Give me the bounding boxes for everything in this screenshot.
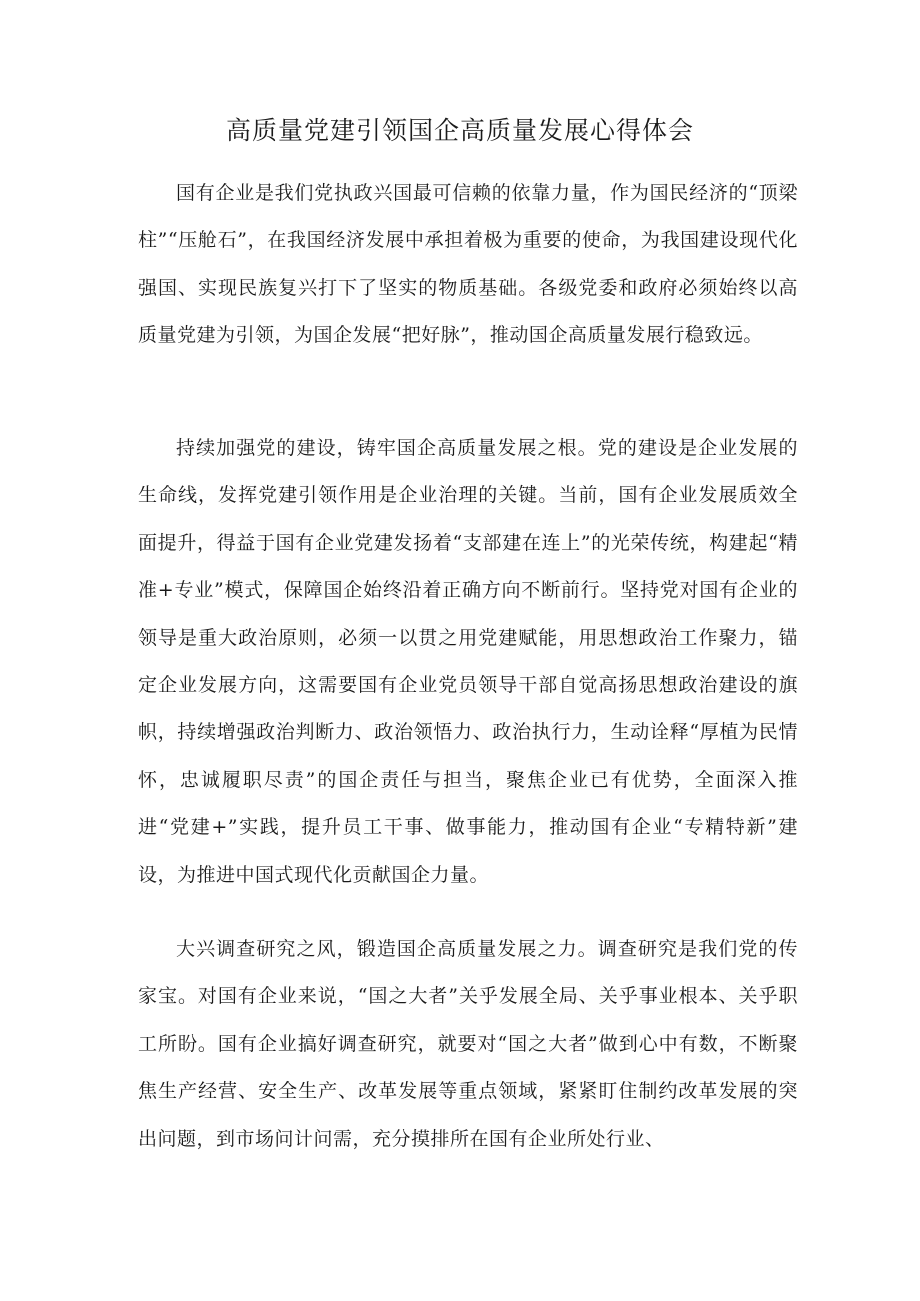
paragraph-intro: 国有企业是我们党执政兴国最可信赖的依靠力量，作为国民经济的“顶梁柱”“压舱石”，在我国经济发展中承担着极为重要的使命，为我国建设现代化强国、实现民族复兴打下了坚实的物质基础。各级党委和政府必须始终以高质量党建为引领，为国企发展“把好脉”，推动国企高质量发展行稳致远。 [138,182,798,347]
paragraph-party-building: 持续加强党的建设，铸牢国企高质量发展之根。党的建设是企业发展的生命线，发挥党建引领作用是企业治理的关键。当前，国有企业发展质效全面提升，得益于国有企业党建发扬着“支部建在连上”的光荣传统，构建起“精准+专业”模式，保障国企始终沿着正确方向不断前行。坚持党对国有企业的领导是重大政治原则，必须一以贯之用党建赋能，用思想政治工作聚力，锚定企业发展方向，这需要国有企业党员领导干部自觉高扬思想政治建设的旗帜，持续增强政治判断力、政治领悟力、政治执行力，生动诠释“厚植为民情怀，忠诚履职尽责”的国企责任与担当，聚焦企业已有优势，全面深入推进“党建+”实践，提升员工干事、做事能力，推动国有企业“专精特新”建设，为推进中国式现代化贡献国企力量。 [138,437,798,886]
paragraph-investigation: 大兴调查研究之风，锻造国企高质量发展之力。调查研究是我们党的传家宝。对国有企业来说，“国之大者”关乎发展全局、关乎事业根本、关乎职工所盼。国有企业搞好调查研究，就要对“国之大者”做到心中有数，不断聚焦生产经营、安全生产、改革发展等重点领域，紧紧盯住制约改革发展的突出问题，到市场问计问需，充分摸排所在国有企业所处行业、 [138,938,798,1150]
document-title: 高质量党建引领国企高质量发展心得体会 [225,116,694,145]
